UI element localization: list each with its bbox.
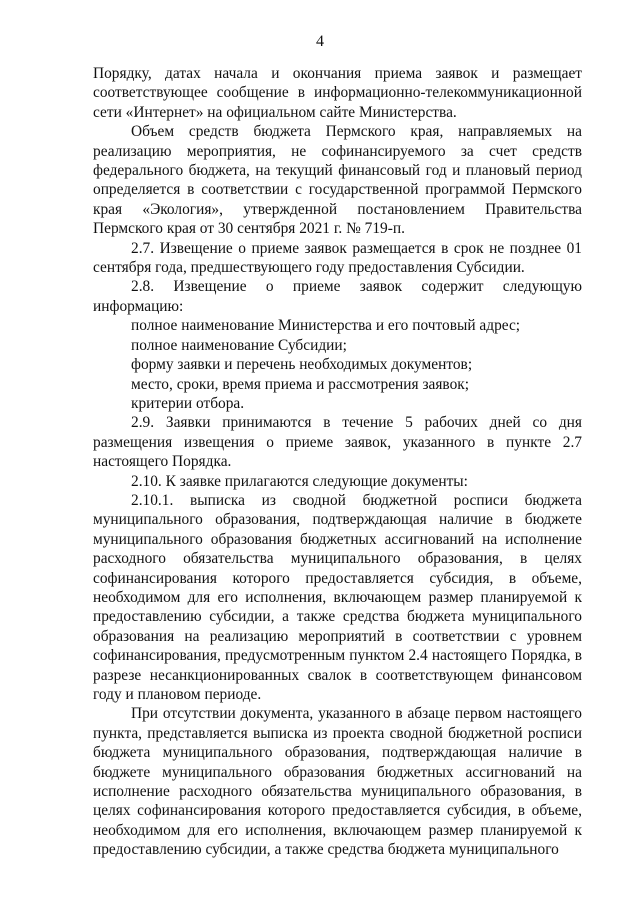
list-item: полное наименование Субсидии; [131, 336, 347, 354]
paragraph-2-10: 2.10. К заявке прилагаются следующие документы: [131, 472, 468, 490]
list-item: место, сроки, время приема и рассмотрения заявок; [131, 375, 470, 393]
list-item: критерии отбора. [131, 394, 245, 412]
paragraph-2-10-1: 2.10.1. выписка из сводной бюджетной росписи бюджета муниципального образования, подтверждающая наличие в бюджете муниципального образования бюджетных ассигнований на исполнение расходного обязательства муниципального образования, в целях софинансирования которого предоставляется субсидия, в объеме, необходимом для его исполнения, включающем размер планируемой к предоставлению субсидии, а также средства бюджета муниципального образования на реализацию мероприятий в соответствии с уровнем софинансирования, предусмотренным пунктом 2.4 настоящего Порядка, в разрезе несанкционированных свалок в соответствующем финансовом году и плановом периоде. [93, 491, 582, 703]
paragraph-2-8: 2.8. Извещение о приеме заявок содержит следующую информацию: [93, 278, 582, 315]
paragraph-2-7: 2.7. Извещение о приеме заявок размещается в срок не позднее 01 сентября года, предшествующего году предоставления Субсидии. [93, 239, 582, 277]
paragraph-absence-of-document: При отсутствии документа, указанного в абзаце первом настоящего пункта, представляется выписка из проекта сводной бюджетной росписи бюджета муниципального образования, подтверждающая наличие в бюджете муниципального образования бюджетных ассигнований на исполнение расходного обязательства муниципального образования, в целях софинансирования которого предоставляется субсидия, в объеме, необходимом для его исполнения, включающем размер планируемой к предоставлению субсидии, а также средства бюджета муниципального [93, 705, 582, 859]
list-item: полное наименование Министерства и его почтовый адрес; [131, 317, 521, 335]
paragraph-continuation: Порядку, датах начала и окончания приема заявок и размещает соответствующее сообщение в информационно-телекоммуникационной сети «Интернет» на официальном сайте Министерства. [93, 65, 582, 121]
list-item: форму заявки и перечень необходимых документов; [131, 356, 473, 374]
page-number: 4 [316, 33, 324, 50]
paragraph-2-9: 2.9. Заявки принимаются в течение 5 рабочих дней со дня размещения извещения о приеме заявок, указанного в пункте 2.7 настоящего Порядка. [93, 414, 582, 471]
paragraph-budget-volume: Объем средств бюджета Пермского края, направляемых на реализацию мероприятия, не софинансируемого за счет средств федерального бюджета, на текущий финансовый год и плановый период определяется в соответствии с государственной программой Пермского края «Экология», утвержденной постановлением Правительства Пермского края от 30 сентября 2021 г. № 719-п. [93, 123, 582, 238]
document-body [93, 64, 582, 860]
